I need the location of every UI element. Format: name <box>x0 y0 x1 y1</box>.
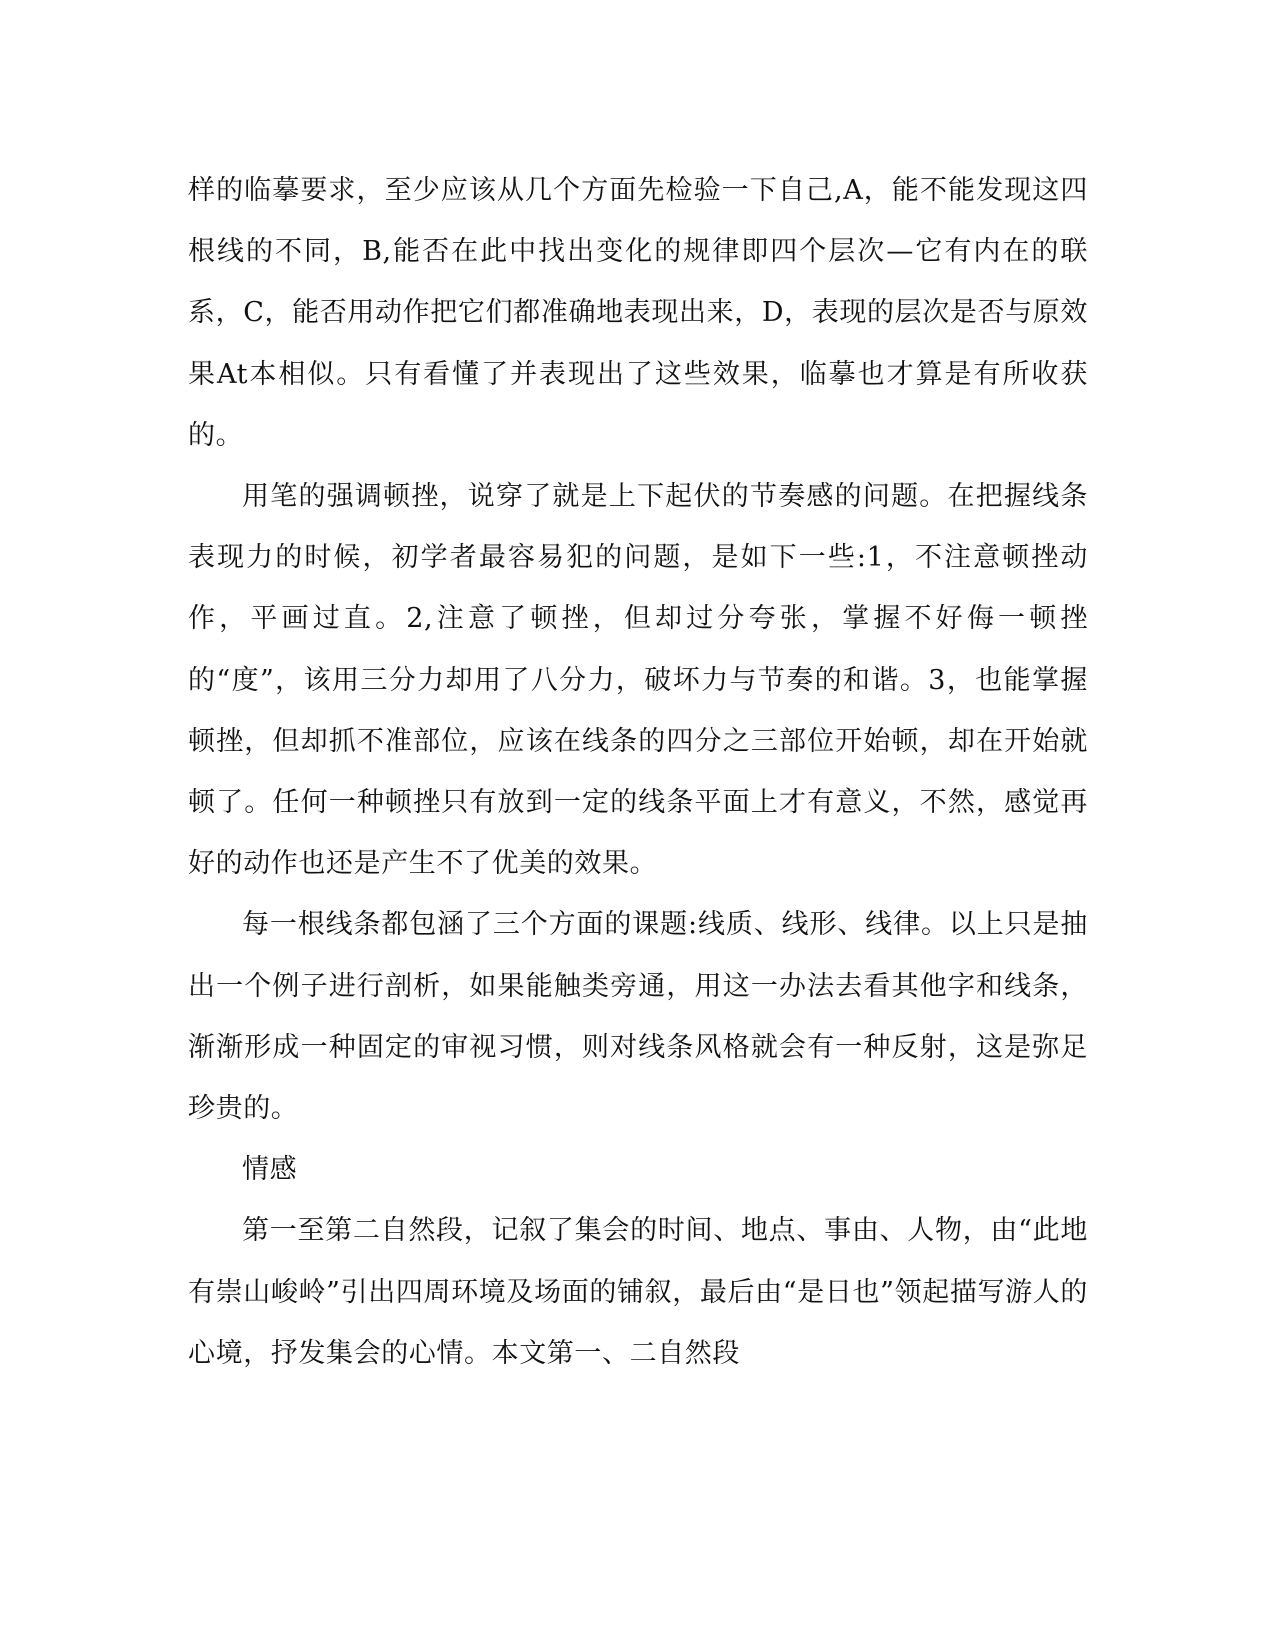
section-heading-emotion: 情感 <box>242 1154 298 1186</box>
body-text <box>188 160 1088 1384</box>
paragraph-continuation: 样的临摹要求，至少应该从几个方面先检验一下自己,A，能不能发现这四根线的不同，B,能否在此中找出变化的规律即四个层次—它有内在的联系，C，能否用动作把它们都准确地表现出来，D，表现的层次是否与原效果At本相似。只有看懂了并表现出了这些效果，临摹也才算是有所收获的。 <box>188 175 1088 451</box>
paragraph-brush-emphasis: 用笔的强调顿挫，说穿了就是上下起伏的节奏感的问题。在把握线条表现力的时候，初学者最容易犯的问题，是如下一些:1，不注意顿挫动作，平画过直。2,注意了顿挫，但却过分夸张，掌握不好侮一顿挫的“度”，该用三分力却用了八分力，破坏力与节奏的和谐。3，也能掌握顿挫，但却抓不准部位，应该在线条的四分之三部位开始顿，却在开始就顿了。任何一种顿挫只有放到一定的线条平面上才有意义，不然，感觉再好的动作也还是产生不了优美的效果。 <box>188 481 1088 880</box>
paragraph-line-topics: 每一根线条都包涵了三个方面的课题:线质、线形、线律。以上只是抽出一个例子进行剖析，如果能触类旁通，用这一办法去看其他字和线条，渐渐形成一种固定的审视习惯，则对线条风格就会有一种反射，这是弥足珍贵的。 <box>188 909 1088 1125</box>
paragraph-gathering: 第一至第二自然段，记叙了集会的时间、地点、事由、人物，由“此地有崇山峻岭”引出四周环境及场面的铺叙，最后由“是日也”领起描写游人的心境，抒发集会的心情。本文第一、二自然段 <box>188 1215 1088 1369</box>
